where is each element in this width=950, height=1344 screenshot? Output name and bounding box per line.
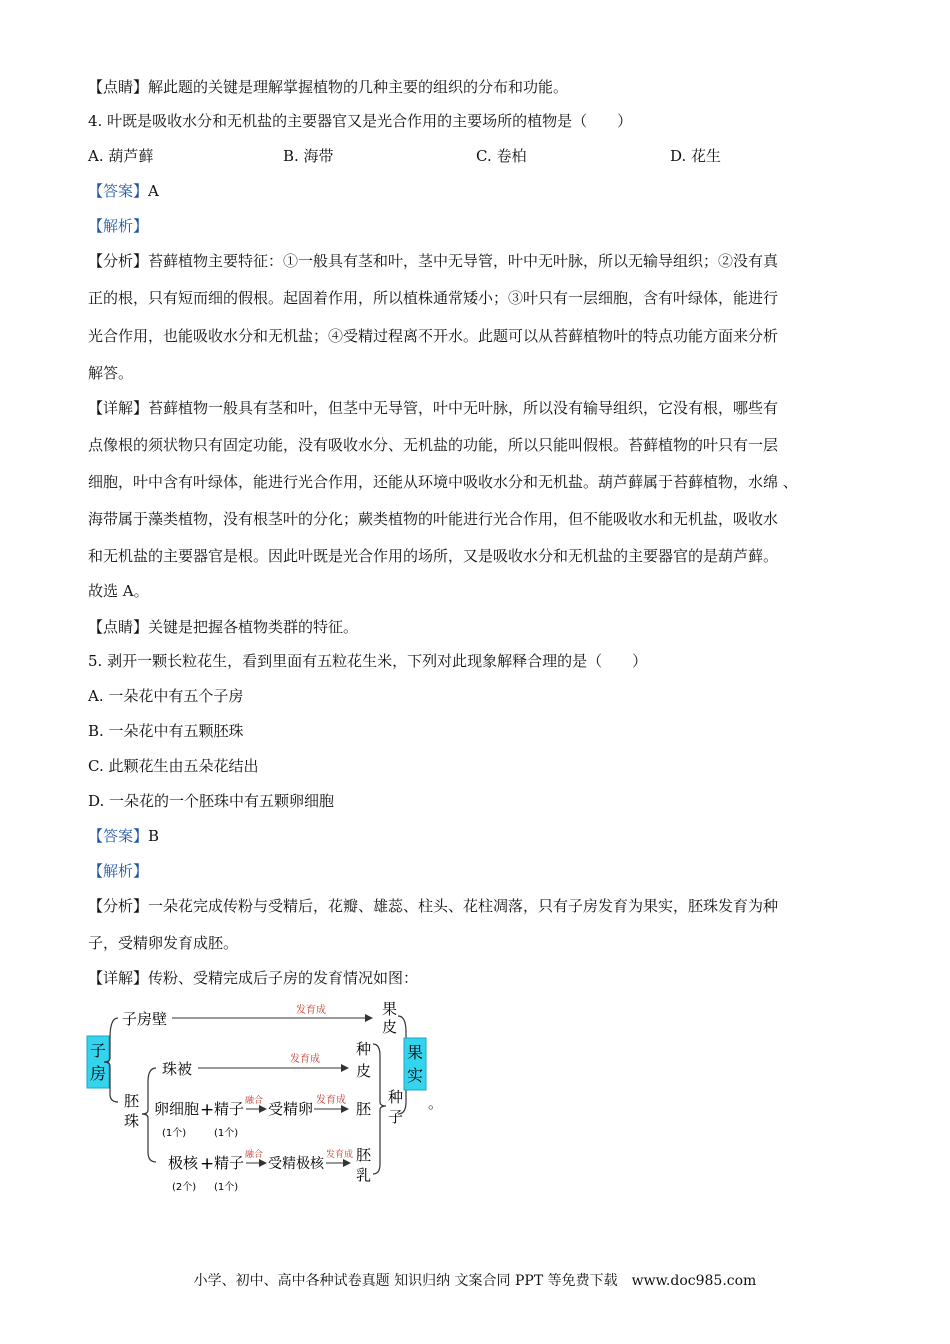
jihe-label: 极核 [168, 1154, 199, 1172]
detail-tag: 【详解】 [88, 399, 149, 417]
zifang-char-2: 房 [89, 1064, 107, 1083]
zhongpi-char-1: 种 [356, 1040, 372, 1058]
q4-detail-line-4: 和无机盐的主要器官是根。因此叶既是光合作用的场所，又是吸收水分和无机盐的主要器官的是葫芦藓。 [88, 547, 779, 565]
plus-2: + [200, 1154, 215, 1174]
label-fayucheng-2: 发育成 [290, 1054, 320, 1065]
q4-option-c: C. 卷柏 [476, 147, 527, 165]
peiru-char-1: 胚 [356, 1146, 372, 1164]
q4-analysis-line-2: 光合作用，也能吸收水分和无机盐；④受精过程离不开水。此题可以从苔藓植物叶的特点功能方面来分析 [88, 327, 779, 345]
answer-value: A [148, 182, 159, 200]
jihe-count: (2个) [172, 1182, 197, 1193]
zhubei-label: 珠被 [162, 1060, 193, 1078]
peizhu-char-2: 珠 [124, 1112, 140, 1130]
label-fayucheng-1: 发育成 [296, 1005, 326, 1016]
q5-stem: 5. 剥开一颗长粒花生，看到里面有五粒花生米，下列对此现象解释合理的是（ ） [88, 652, 648, 670]
q4-answer-line [88, 180, 159, 202]
guoshi-char-2: 实 [406, 1066, 424, 1085]
jingzi-count-2: (1个) [214, 1182, 239, 1193]
luan-count: (1个) [162, 1128, 187, 1139]
q4-detail-line-0 [88, 397, 778, 419]
point-text: 关键是把握各植物类群的特征。 [148, 618, 359, 636]
q5-option-c: C. 此颗花生由五朵花结出 [88, 757, 259, 775]
analysis-tag: 【分析】 [88, 897, 149, 915]
shoujingluan-label: 受精卵 [268, 1100, 314, 1118]
analysis-text: 一朵花完成传粉与受精后，花瓣、雄蕊、柱头、花柱凋落，只有子房发育为果实，胚珠发育为种 [148, 897, 779, 915]
shoujingjihe-label: 受精极核 [268, 1156, 324, 1172]
q5-option-a: A. 一朵花中有五个子房 [88, 687, 244, 705]
zhongzi-char-2: 子 [388, 1108, 404, 1126]
pointer-line-1 [88, 76, 568, 98]
guoshi-char-1: 果 [406, 1043, 424, 1062]
pointer-text: 解此题的关键是理解掌握植物的几种主要的组织的分布和功能。 [148, 78, 569, 96]
guopi-char-1: 果 [382, 1000, 398, 1018]
q4-point-line [88, 616, 358, 638]
peizhu-char-1: 胚 [124, 1092, 140, 1110]
q4-analysis-line-0 [88, 250, 778, 272]
zhongpi-char-2: 皮 [356, 1062, 372, 1080]
q5-jiexi: 【解析】 [88, 862, 149, 880]
q5-answer-line [88, 825, 159, 847]
tag-dianjing: 【点睛】 [88, 78, 149, 96]
analysis-text: 苔藓植物主要特征：①一般具有茎和叶，茎中无导管，叶中无叶脉，所以无输导组织；②没有真 [148, 252, 779, 270]
q4-option-b: B. 海带 [283, 147, 334, 165]
detail-tag: 【详解】 [88, 969, 149, 987]
jingzi-label-1: 精子 [214, 1100, 245, 1118]
label-ronghe-2: 融合 [245, 1150, 264, 1160]
q4-detail-line-1: 点像根的须状物只有固定功能，没有吸收水分、无机盐的功能，所以只能叫假根。苔藓植物的叶只有一层 [88, 436, 779, 454]
q4-detail-line-3: 海带属于藻类植物，没有根茎叶的分化；蕨类植物的叶能进行光合作用，但不能吸收水和无机盐，吸收水 [88, 510, 779, 528]
ovary-development-diagram [86, 998, 436, 1198]
q5-option-b: B. 一朵花中有五颗胚珠 [88, 722, 244, 740]
label-fayucheng-3: 发育成 [316, 1095, 346, 1106]
page-footer: 小学、初中、高中各种试卷真题 知识归纳 文案合同 PPT 等免费下载 www.doc985.com [193, 1273, 757, 1289]
brace-zhongzi [373, 1044, 386, 1174]
answer-tag: 【答案】 [88, 827, 149, 845]
q4-option-a: A. 葫芦藓 [88, 147, 154, 165]
q4-stem: 4. 叶既是吸收水分和无机盐的主要器官又是光合作用的主要场所的植物是（ ） [88, 112, 633, 130]
zhongzi-char-1: 种 [388, 1088, 404, 1106]
analysis-tag: 【分析】 [88, 252, 149, 270]
answer-value: B [148, 827, 160, 845]
plus-1: + [200, 1100, 215, 1120]
zifangbi-label: 子房壁 [122, 1010, 168, 1028]
detail-text: 苔藓植物一般具有茎和叶，但茎中无导管，叶中无叶脉，所以没有输导组织，它没有根，哪些有 [148, 399, 779, 417]
q5-detail-line [88, 967, 418, 989]
q4-analysis-line-1: 正的根，只有短而细的假根。起固着作用，所以植株通常矮小；③叶只有一层细胞，含有叶绿体，能进行 [88, 289, 779, 307]
detail-text: 传粉、受精完成后子房的发育情况如图： [148, 969, 419, 987]
guopi-char-2: 皮 [382, 1018, 398, 1036]
peiru-char-2: 乳 [356, 1166, 372, 1184]
answer-tag: 【答案】 [88, 182, 149, 200]
pei-label: 胚 [356, 1100, 372, 1118]
q5-analysis-line-1: 子，受精卵发育成胚。 [88, 934, 239, 952]
q4-detail-line-2: 细胞，叶中含有叶绿体，能进行光合作用，还能从环境中吸收水分和无机盐。葫芦藓属于苔藓植物，水绵 、 [88, 473, 798, 491]
point-tag: 【点睛】 [88, 618, 149, 636]
q4-jiexi: 【解析】 [88, 217, 149, 235]
q4-option-d: D. 花生 [670, 147, 722, 165]
q5-option-d: D. 一朵花的一个胚珠中有五颗卵细胞 [88, 792, 335, 810]
q4-analysis-line-3: 解答。 [88, 364, 134, 382]
q4-detail-line-5: 故选 A。 [88, 582, 149, 600]
q5-analysis-line-0 [88, 895, 778, 917]
label-fayucheng-4: 发育成 [326, 1150, 354, 1160]
jingzi-count-1: (1个) [214, 1128, 239, 1139]
label-ronghe-1: 融合 [245, 1096, 264, 1106]
zifang-char-1: 子 [89, 1041, 107, 1060]
luanxibao-label: 卵细胞 [154, 1100, 200, 1118]
q5-trailing-period: 。 [428, 1094, 444, 1112]
jingzi-label-2: 精子 [214, 1154, 245, 1172]
